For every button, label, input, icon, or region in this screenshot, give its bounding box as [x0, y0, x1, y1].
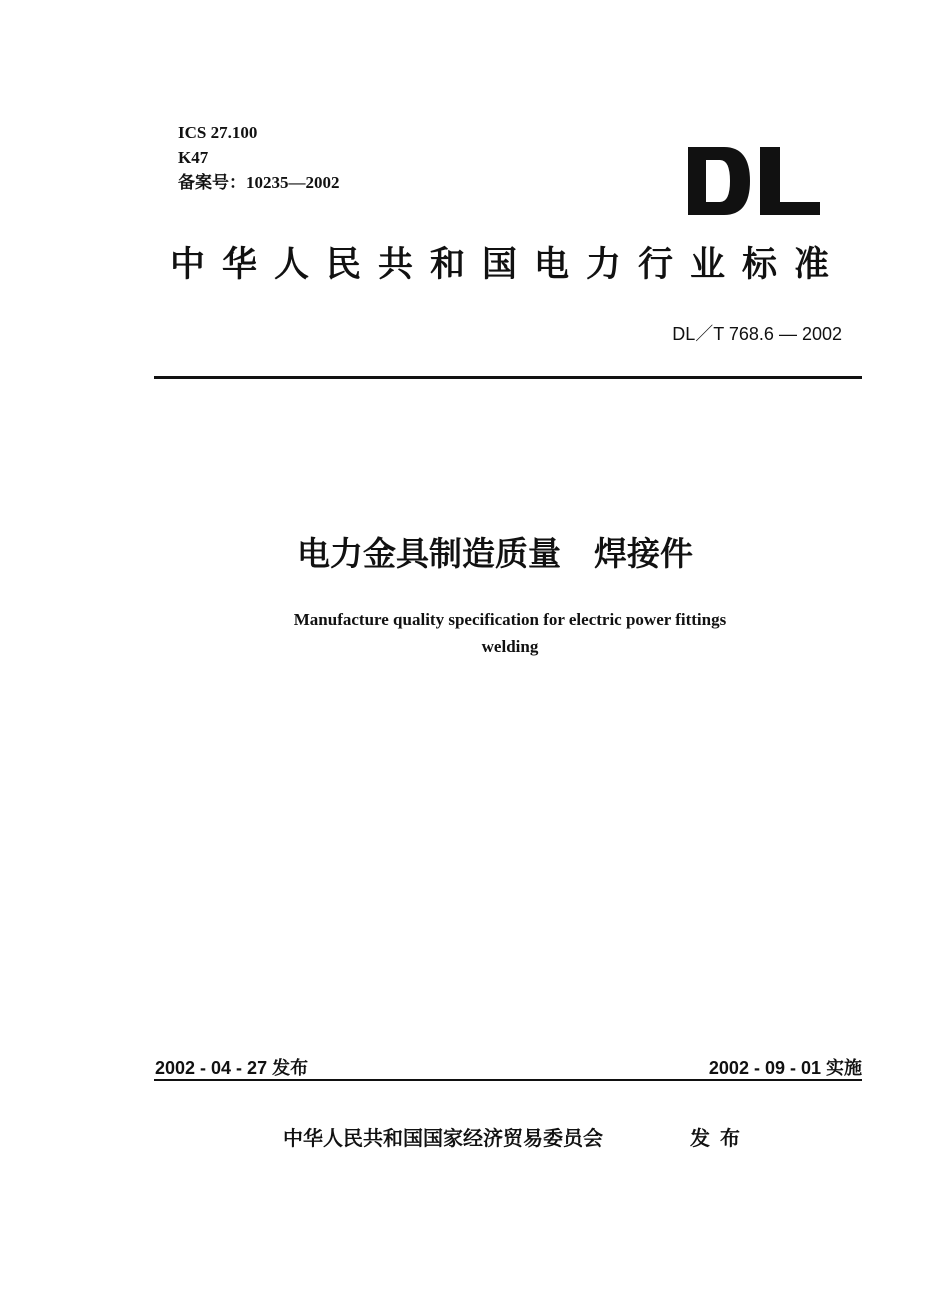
standard-number: DL／T 768.6 — 2002 [672, 324, 842, 344]
top-divider [154, 376, 862, 379]
dl-logo [686, 145, 822, 217]
record-number: 备案号：10235—2002 [178, 173, 340, 192]
effective-date: 2002 - 09 - 01 实施 [708, 1058, 862, 1078]
title-en-line1: Manufacture quality specification for electric power fittings [293, 610, 727, 629]
logo-letter-l [760, 147, 820, 215]
classification-code: K47 [178, 148, 209, 167]
bottom-divider [154, 1079, 862, 1081]
logo-letter-d [688, 147, 750, 215]
issue-date: 2002 - 04 - 27 发布 [155, 1058, 309, 1078]
issuing-authority: 中华人民共和国国家经济贸易委员会 [283, 1126, 603, 1150]
title-en-line2: welding [481, 637, 539, 656]
organization-standard-title: 中华人民共和国电力行业标准 [170, 245, 847, 285]
document-title-cn: 电力金具制造质量 焊接件 [297, 534, 693, 573]
issue-verb: 发布 [690, 1126, 750, 1150]
document-metadata [178, 120, 340, 195]
document-title-en [0, 606, 950, 660]
ics-code: ICS 27.100 [178, 123, 258, 142]
